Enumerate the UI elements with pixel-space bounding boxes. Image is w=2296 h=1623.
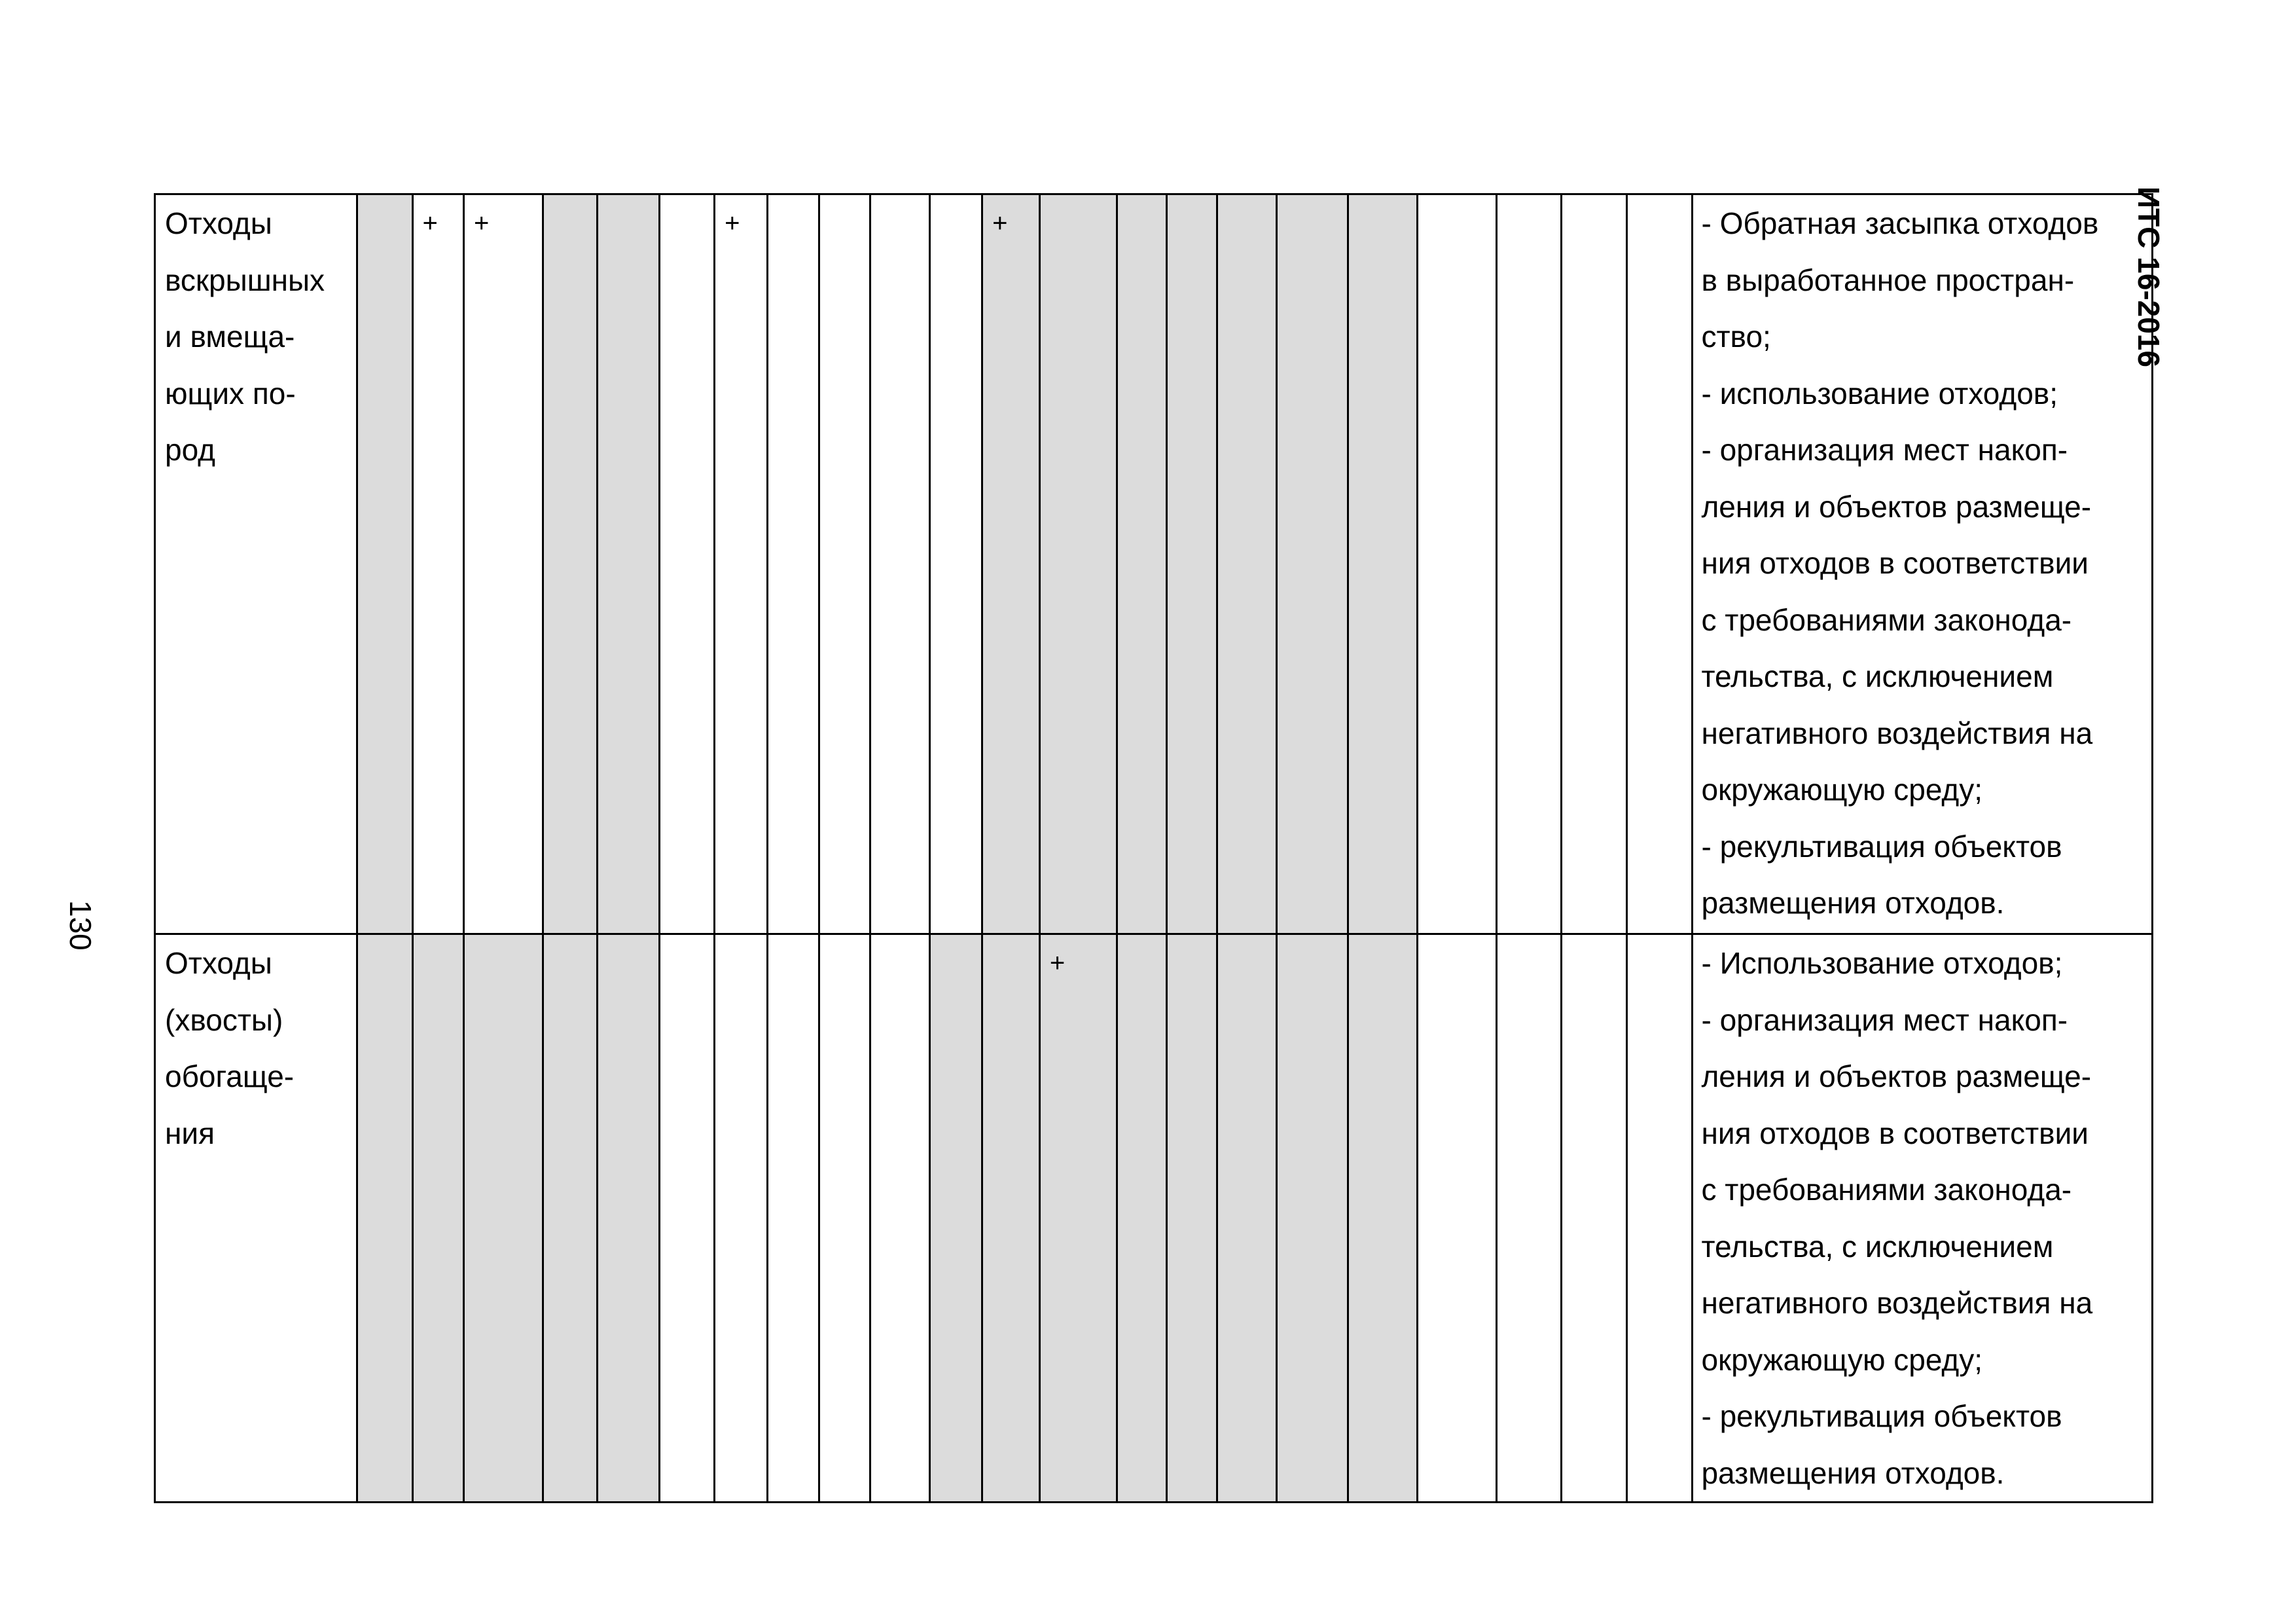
mark-cell: [1562, 194, 1627, 934]
mark-cell: [982, 934, 1040, 1503]
mark-cell: [660, 194, 715, 934]
mark-cell: [819, 934, 870, 1503]
mark-cell: [715, 934, 768, 1503]
mark-cell: [819, 194, 870, 934]
mark-cell: [1217, 194, 1277, 934]
mark-cell: +: [1039, 934, 1117, 1503]
mark-cell: [1217, 934, 1277, 1503]
table-row: [155, 934, 2153, 1503]
mark-cell: [543, 194, 598, 934]
mark-cell: [1348, 934, 1417, 1503]
mark-cell: [598, 194, 660, 934]
mark-cell: [357, 934, 412, 1503]
mark-cell: [1562, 934, 1627, 1503]
mark-cell: [929, 934, 982, 1503]
waste-name-cell: Отходы вскрышных и вмеща- ющих по- род: [155, 194, 357, 934]
mark-cell: [1348, 194, 1417, 934]
mark-cell: [1627, 194, 1693, 934]
mark-cell: [412, 934, 463, 1503]
mark-cell: [1277, 194, 1348, 934]
mark-cell: +: [463, 194, 543, 934]
mark-cell: [767, 194, 819, 934]
mark-cell: [870, 934, 929, 1503]
mark-cell: [543, 934, 598, 1503]
mark-cell: [660, 934, 715, 1503]
waste-name-cell: Отходы (хвосты) обогаще- ния: [155, 934, 357, 1503]
mark-cell: +: [412, 194, 463, 934]
mark-cell: [1277, 934, 1348, 1503]
mark-cell: [1627, 934, 1693, 1503]
waste-management-table: [154, 193, 2153, 1503]
mark-cell: [767, 934, 819, 1503]
measures-cell: - Использование отходов; - организация мест накоп- ления и объектов размеще- ния отходов в соответствии с требованиями законода- тельства, с исключением негативного воздействия на окружающую среду; - рекультивация объектов размещения отходов.: [1693, 934, 2153, 1503]
mark-cell: [598, 934, 660, 1503]
mark-cell: [1039, 194, 1117, 934]
measures-cell: - Обратная засыпка отходов в выработанное простран- ство; - использование отходов; - организация мест накоп- ления и объектов размеще- ния отходов в соответствии с требованиями законода- тельства, с исключением негативного воздействия на окружающую среду; - рекультивация объектов размещения отходов.: [1693, 194, 2153, 934]
mark-cell: [1496, 934, 1561, 1503]
mark-cell: [1418, 934, 1497, 1503]
mark-cell: [1117, 934, 1166, 1503]
mark-cell: [1167, 934, 1217, 1503]
mark-cell: [357, 194, 412, 934]
mark-cell: +: [982, 194, 1040, 934]
table-row: [155, 194, 2153, 934]
mark-cell: [1117, 194, 1166, 934]
mark-cell: +: [715, 194, 768, 934]
document-code: ИТС 16-2016: [2132, 187, 2166, 367]
page-number: 130: [63, 900, 98, 951]
mark-cell: [1496, 194, 1561, 934]
mark-cell: [929, 194, 982, 934]
mark-cell: [1418, 194, 1497, 934]
mark-cell: [1167, 194, 1217, 934]
mark-cell: [870, 194, 929, 934]
mark-cell: [463, 934, 543, 1503]
